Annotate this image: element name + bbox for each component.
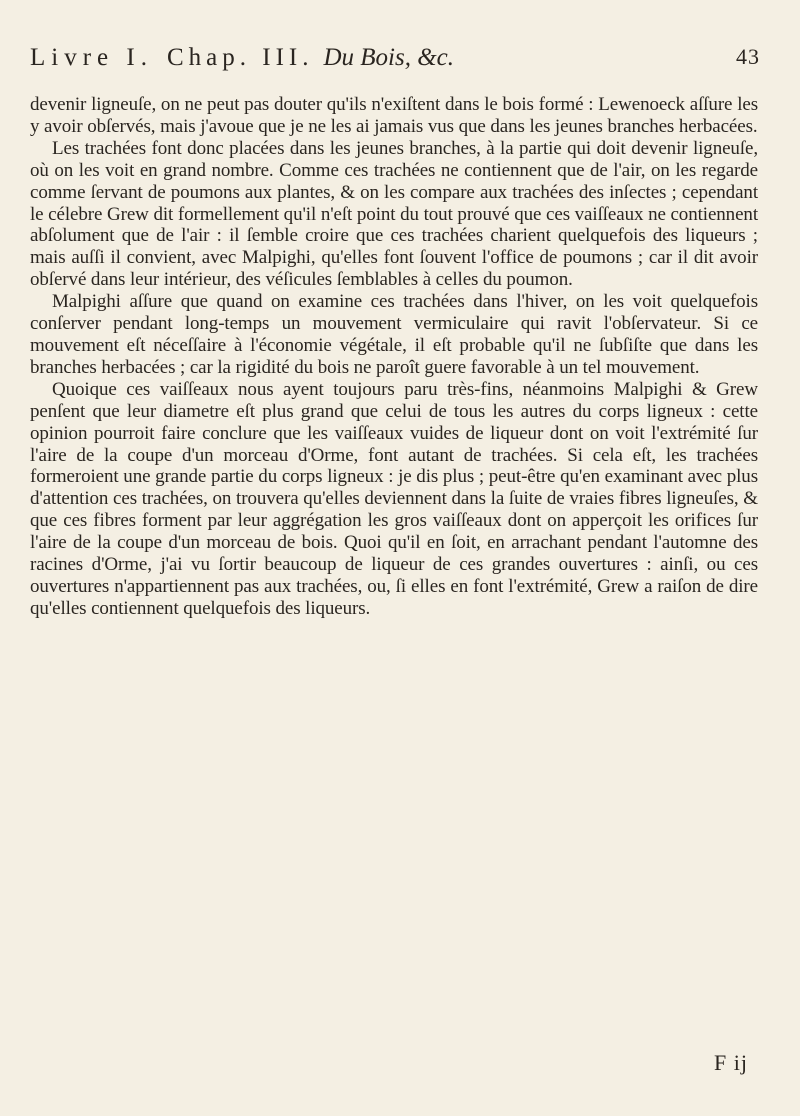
- running-title: [30, 44, 454, 72]
- paragraph-quoique: Quoique ces vaiſſeaux nous ayent toujours paru très-fins, néanmoins Malpighi & Grew penſent que leur diametre eſt plus grand que celui de tous les autres du corps ligneux : cette opinion pourroit faire conclure que les vaiſſeaux vuides de liqueur dont on voit l'extrémité ſur l'aire de la coupe d'un morceau d'Orme, font autant de trachées. Si cela eſt, les trachées formeroient une grande partie du corps ligneux : je dis plus ; peut-être qu'en examinant avec plus d'attention ces trachées, on trouvera qu'elles deviennent dans la ſuite de vraies fibres ligneuſes, & que ces fibres forment par leur aggrégation les gros vaiſſeaux dont on apperçoit les orifices ſur l'aire de la coupe d'un morceau de bois. Quoi qu'il en ſoit, en arrachant pendant l'automne des racines d'Orme, j'ai vu ſortir beaucoup de liqueur de ces grandes ouvertures : ainſi, ou ces ouvertures n'appartiennent pas aux trachées, ou, ſi elles en font l'extrémité, Grew a raiſon de dire qu'elles contiennent quelquefois des liqueurs.: [30, 378, 758, 619]
- book-label: Livre I.: [30, 44, 153, 71]
- running-header: [30, 44, 760, 80]
- chapter-label: Chap. III.: [166, 44, 314, 71]
- paragraph-trachees: Les trachées font donc placées dans les jeunes branches, à la partie qui doit devenir ligneuſe, où on les voit en grand nombre. Comme ces trachées ne contiennent que de l'air, on les regarde comme ſervant de poumons aux plantes, & on les compare aux trachées des inſectes ; cependant le célebre Grew dit formellement qu'il n'eſt point du tout prouvé que ces vaiſſeaux ne contiennent abſolument que de l'air : il ſemble croire que ces trachées charient quelquefois des liqueurs ; mais auſſi il convient, avec Malpighi, qu'elles font ſouvent l'office de poumons ; car il dit avoir obſervé dans leur intérieur, des véſicules ſemblables à celles du poumon.: [30, 137, 758, 291]
- chapter-subject: Du Bois, &c.: [323, 44, 455, 71]
- body-text: [30, 94, 758, 620]
- paragraph-continuation: devenir ligneuſe, on ne peut pas douter qu'ils n'exiſtent dans le bois formé : Lewenoeck aſſure les y avoir obſervés, mais j'avoue que je ne les ai jamais vus que dans les jeunes branches herbacées.: [30, 94, 758, 137]
- signature-mark: F ij: [714, 1050, 748, 1075]
- paragraph-malpighi: Malpighi aſſure que quand on examine ces trachées dans l'hiver, on les voit quelquefois conſerver pendant long-temps un mouvement vermiculaire qui ravit l'obſervateur. Si ce mouvement eſt néceſſaire à l'économie végétale, il eſt probable qu'il ne ſubſiſte que dans les branches herbacées ; car la rigidité du bois ne paroît guere favorable à un tel mouvement.: [30, 291, 758, 378]
- page-number: 43: [736, 44, 760, 69]
